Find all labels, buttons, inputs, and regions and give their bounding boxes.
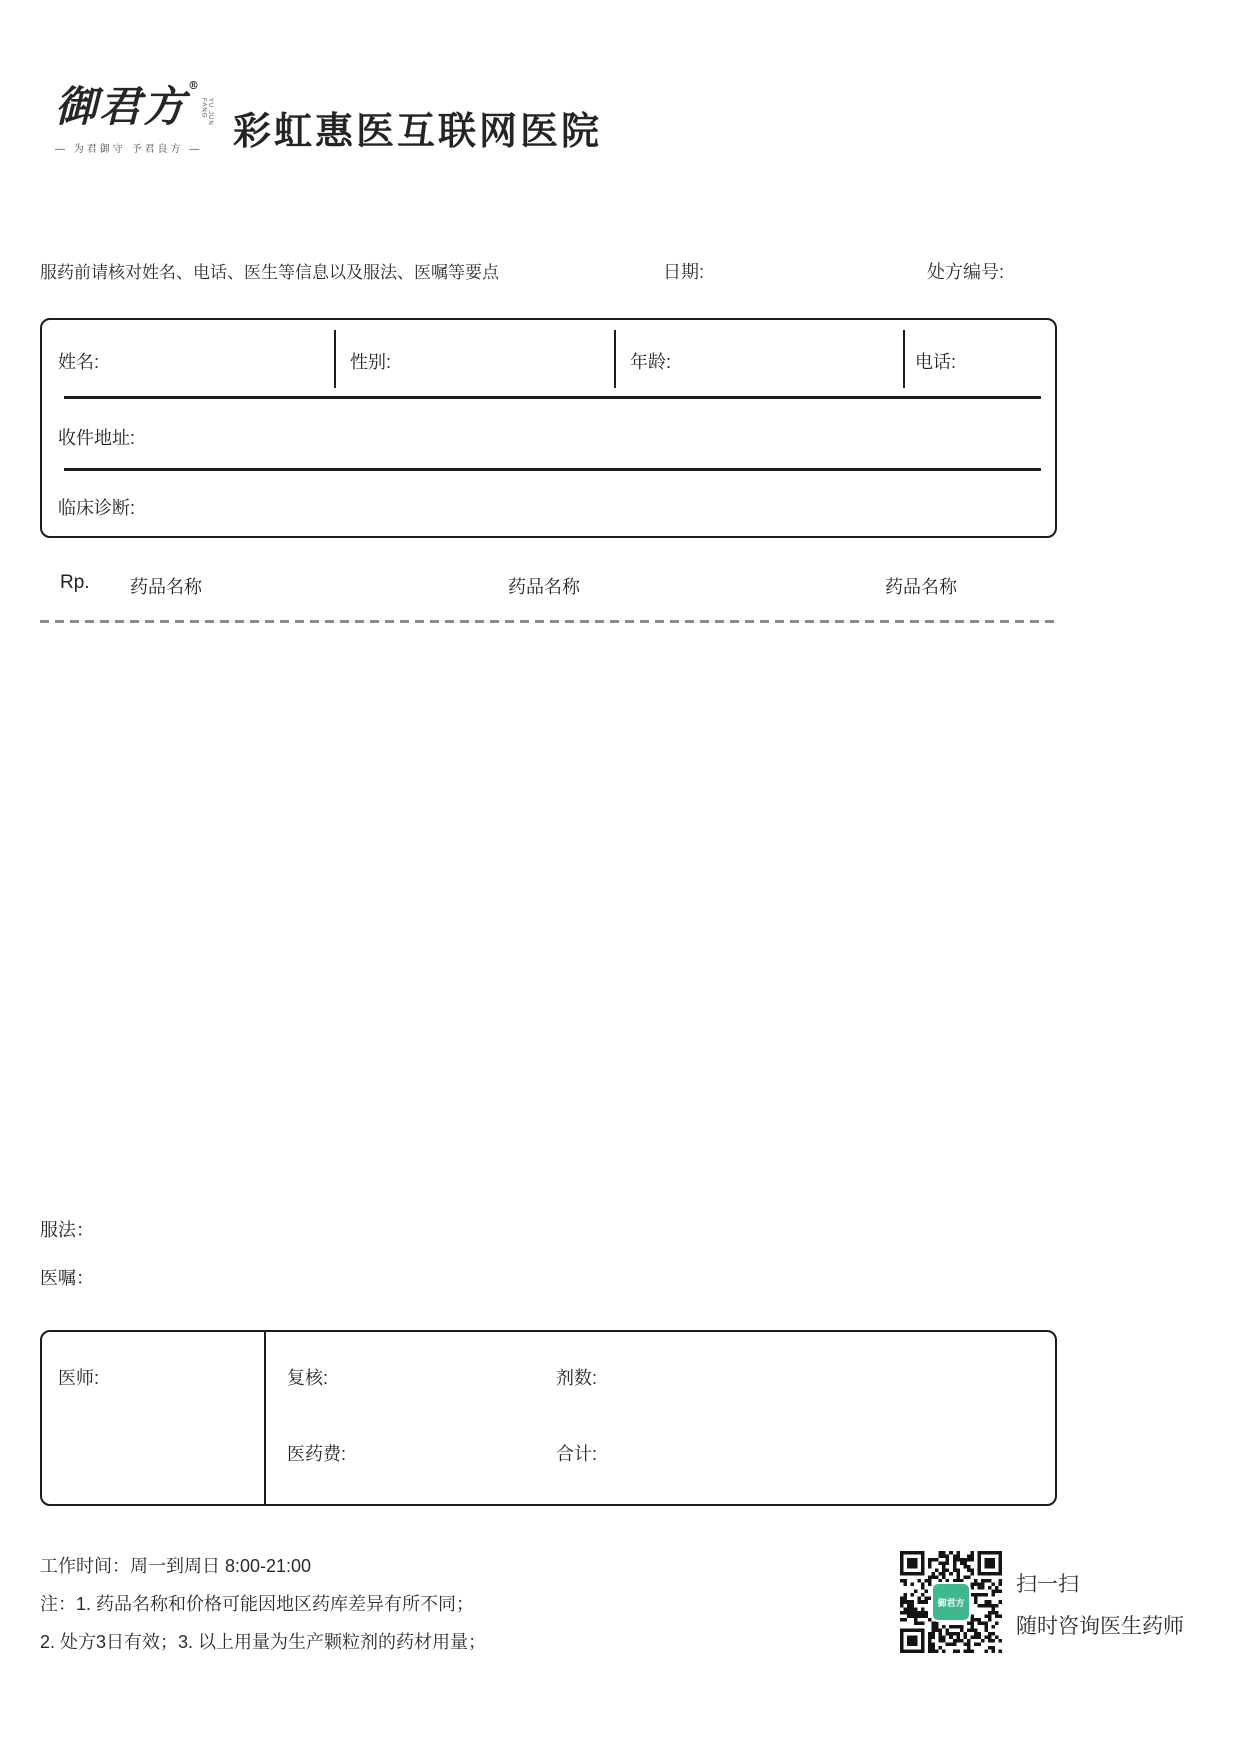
divider <box>64 396 1041 399</box>
drug-name-column-header: 药品名称 <box>508 577 580 597</box>
qr-code <box>900 1551 1002 1653</box>
signoff-box <box>40 1330 1057 1506</box>
brand-tagline: — 为君御守 予君良方 — <box>55 144 203 156</box>
dose-count-label: 剂数: <box>556 1368 598 1388</box>
divider <box>334 330 336 388</box>
hospital-title: 彩虹惠医互联网医院 <box>233 111 603 153</box>
rx-number-label: 处方编号: <box>927 262 1005 282</box>
verify-notice: 服药前请核对姓名、电话、医生等信息以及服法、医嘱等要点 <box>40 263 499 282</box>
brand-logo <box>55 79 230 156</box>
diagnosis-label: 临床诊断: <box>58 498 136 518</box>
drug-name-column-header: 药品名称 <box>130 577 202 597</box>
phone-label: 电话: <box>915 352 957 372</box>
drug-name-column-header: 药品名称 <box>885 577 957 597</box>
registered-trademark-icon: ® <box>188 79 202 92</box>
work-hours: 工作时间：周一到周日 8:00-21:00 <box>40 1556 312 1576</box>
qr-center-logo <box>931 1582 971 1622</box>
date-label: 日期: <box>663 262 705 282</box>
note-line-1: 注：1. 药品名称和价格可能因地区药库差异有所不同； <box>40 1594 475 1614</box>
divider <box>264 1332 266 1504</box>
medicine-fee-label: 医药费: <box>287 1444 347 1464</box>
patient-info-box <box>40 318 1057 538</box>
brand-logo-text: 御君方 ® YU JUN FANG <box>55 79 214 131</box>
age-label: 年龄: <box>630 352 672 372</box>
qr-caption-scan: 扫一扫 <box>1016 1573 1079 1596</box>
advice-label: 医嘱： <box>40 1268 94 1288</box>
brand-logo-side-text: YU JUN FANG <box>200 98 214 126</box>
rp-label: Rp. <box>60 572 90 593</box>
dashed-separator <box>40 620 1057 623</box>
qr-center-text: 御君方 <box>937 1597 965 1608</box>
divider <box>64 468 1041 471</box>
divider <box>903 330 905 388</box>
address-label: 收件地址: <box>58 428 136 448</box>
name-label: 姓名: <box>58 352 100 372</box>
divider <box>614 330 616 388</box>
usage-label: 服法： <box>40 1220 94 1240</box>
physician-label: 医师: <box>58 1368 100 1388</box>
note-line-2: 2. 处方3日有效；3. 以上用量为生产颗粒剂的药材用量； <box>40 1632 487 1652</box>
total-label: 合计: <box>556 1444 598 1464</box>
gender-label: 性别: <box>350 352 392 372</box>
review-label: 复核: <box>287 1368 329 1388</box>
qr-caption-consult: 随时咨询医生药师 <box>1016 1615 1184 1638</box>
